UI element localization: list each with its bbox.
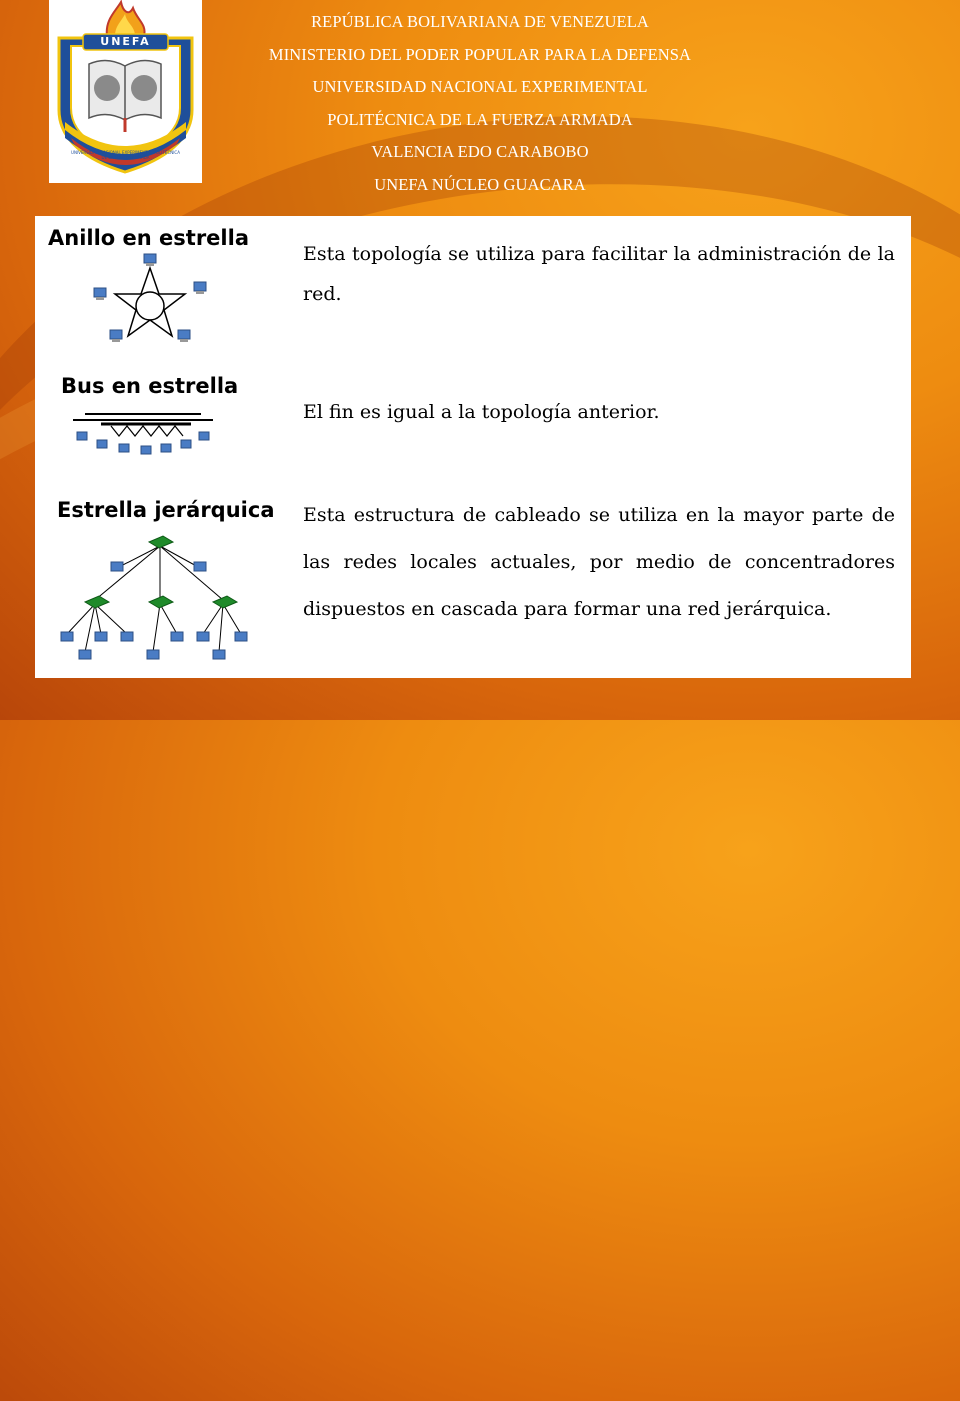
topology-panel [35, 216, 911, 678]
computer-icon [235, 632, 247, 641]
computer-icon [95, 632, 107, 641]
computer-icon [147, 650, 159, 659]
header-line: UNEFA NÚCLEO GUACARA [374, 174, 586, 194]
institution-header [200, 6, 760, 201]
header-line: UNIVERSIDAD NACIONAL EXPERIMENTAL [312, 77, 648, 96]
topology-title-jerarquica: Estrella jerárquica [57, 498, 275, 522]
logo-motto: UNIVERSIDAD NACIONAL EXPERIMENTAL POLITÉCNICA DE LA FUERZA ARMADA [71, 150, 180, 160]
computer-icon [213, 650, 225, 659]
hub-icon [85, 596, 109, 608]
unefa-logo [49, 0, 202, 183]
hub-icon [149, 596, 173, 608]
computer-icon [79, 650, 91, 659]
topology-title-anillo: Anillo en estrella [48, 226, 249, 250]
computer-icon [194, 282, 206, 294]
computer-icon [61, 632, 73, 641]
computer-icon [181, 440, 191, 448]
computer-icon [110, 330, 122, 342]
computer-icon [77, 432, 87, 440]
computer-icon [94, 288, 106, 300]
computer-icon [194, 562, 206, 571]
computer-icon [199, 432, 209, 440]
topology-description-anillo: Esta topología se utiliza para facilitar la administración de la red. [303, 243, 895, 305]
hierarchical-star-diagram [55, 532, 255, 667]
star-ring-diagram [90, 250, 220, 350]
computer-icon [121, 632, 133, 641]
topology-description-jerarquica: Esta estructura de cableado se utiliza en la mayor parte de las redes locales actuales, por medio de concentradores dispuestos en cascada para formar una red jerárquica. [303, 504, 895, 620]
computer-icon [171, 632, 183, 641]
computer-icon [97, 440, 107, 448]
computer-icon [178, 330, 190, 342]
header-line: MINISTERIO DEL PODER POPULAR PARA LA DEFENSA [268, 44, 692, 64]
topology-title-bus: Bus en estrella [61, 374, 239, 398]
computer-icon [111, 562, 123, 571]
header-line: POLITÉCNICA DE LA FUERZA ARMADA [327, 109, 633, 129]
star-bus-diagram [71, 406, 221, 466]
header-line: REPÚBLICA BOLIVARIANA DE VENEZUELA [311, 12, 649, 31]
hub-icon [213, 596, 237, 608]
topology-description-bus: El fin es igual a la topología anterior. [303, 401, 660, 423]
header-line: VALENCIA EDO CARABOBO [371, 142, 589, 161]
computer-icon [141, 446, 151, 454]
computer-icon [197, 632, 209, 641]
computer-icon [119, 444, 129, 452]
computer-icon [161, 444, 171, 452]
hub-icon [149, 536, 173, 548]
logo-abbreviation: UNEFA [100, 35, 151, 48]
computer-icon [144, 254, 156, 266]
